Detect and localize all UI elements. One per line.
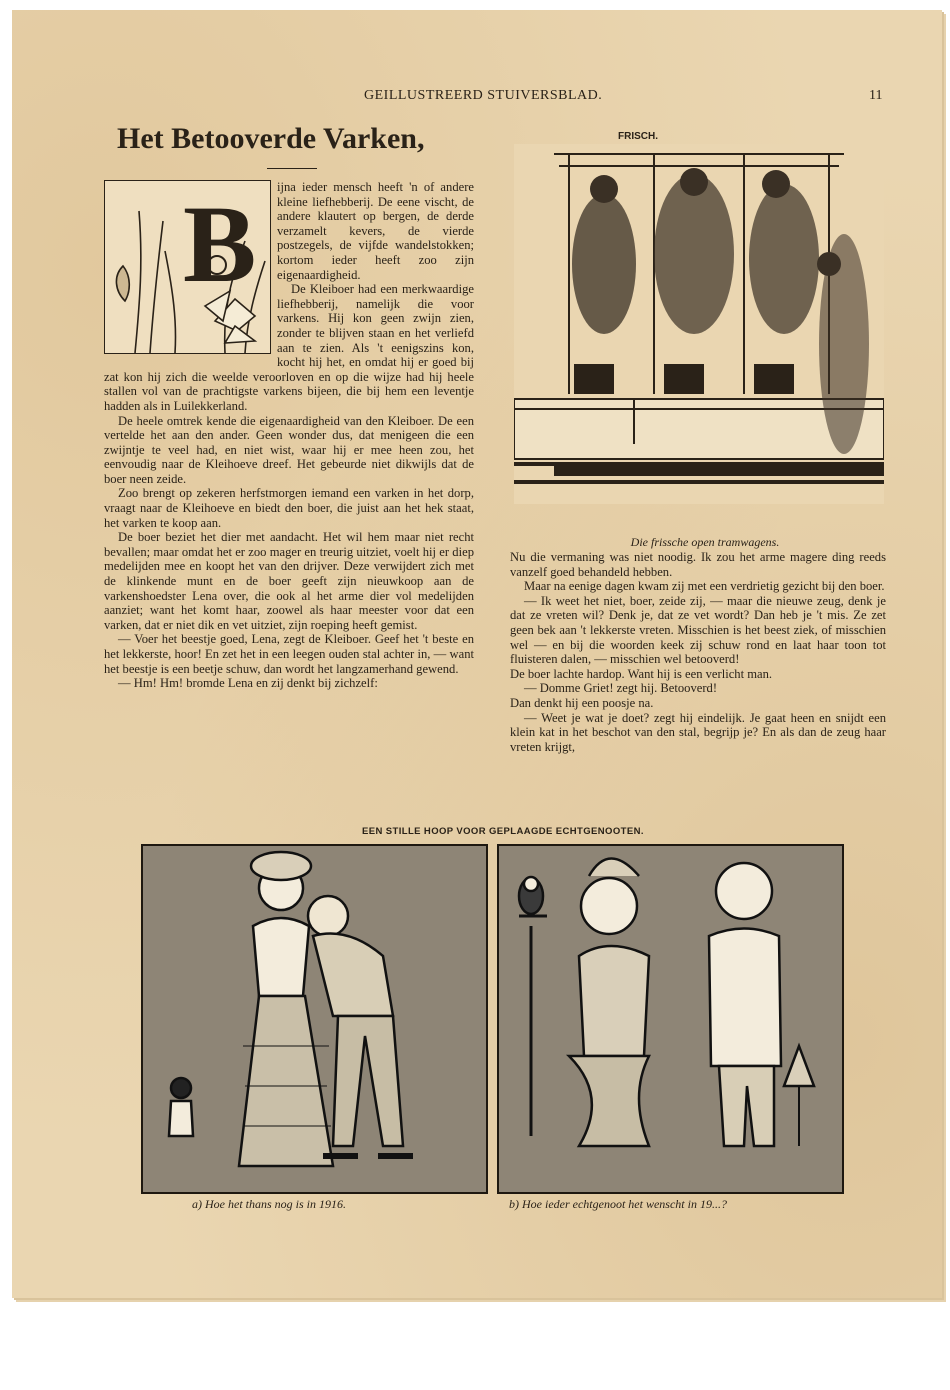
paragraph-7: — Hm! Hm! bromde Lena en zij denkt bij zichzelf:	[118, 676, 378, 691]
paragraph-8: Nu die vermaning was niet noodig. Ik zou het arme magere ding reeds vanzelf goed behandeld hebben.	[510, 550, 886, 579]
paragraph-10: — Ik weet het niet, boer, zeide zij, — maar die nieuwe zeug, denk je dat ze vreten wil? Denk je, dat ze vet wordt? Dan heb je 't mis. Ze zet geen bek aan 't lekkerste vreten. Misschien is het beest ziek, of misschien wel — en bij die woorden keek zij schuw rond en laat haar toon tot fluisteren dalen, — misschien wel betooverd!	[510, 593, 886, 667]
newspaper-page	[12, 10, 942, 1298]
tram-illustration	[514, 144, 884, 504]
cartoon-b-caption: b) Hoe ieder echtgenoot het wenscht in 19...?	[509, 1197, 727, 1211]
article-title: Het Betooverde Varken,	[117, 122, 425, 155]
paragraph-5: De boer beziet het dier met aandacht. Het wil hem maar niet recht bevallen; maar omdat het er zoo mager en treurig uitziet, voelt hij er diep medelijden mee en koopt het van den drijver. Deze verwijdert zich met de klinkende munt en de boer geeft zijn nieuwkoop aan de varkenshoedster Lena over, die ook al het arme dier vol medelijden aanziet; want het komt haar, zoowel als haar meester voor dat een varken, dat er niet dik en vet uitziet, zijn roeping heeft gemist.	[104, 530, 474, 632]
article-left-column	[104, 180, 474, 691]
cartoon-b-illustration	[497, 844, 844, 1194]
paragraph-12: — Domme Griet! zegt hij. Betooverd!	[524, 681, 718, 696]
cartoon-heading: EEN STILLE HOOP VOOR GEPLAAGDE ECHTGENOOTEN.	[362, 826, 644, 837]
tram-caption: Die frissche open tramwagens.	[630, 535, 780, 549]
cartoon-a-illustration	[141, 844, 488, 1194]
paragraph-3: De heele omtrek kende die eigenaardigheid van den Kleiboer. De een vertelde het aan den ander. Geen wonder dus, dat menigeen die een zwijntje te veel had, en niet wist, waar hij er mee heen zou, het eenvoudig naar de Kleihoeve dreef. Het gebeurde niet dikwijls dat de boer neen zeide.	[104, 413, 474, 486]
article-right-column	[510, 550, 886, 754]
page-number: 11	[869, 88, 883, 103]
paragraph-11: De boer lachte hardop. Want hij is een verlicht man.	[510, 666, 773, 681]
running-title: GEILLUSTREERD STUIVERSBLAD.	[364, 88, 603, 103]
title-divider	[267, 168, 317, 169]
paragraph-2: De Kleiboer had een merkwaardige liefhebberij, namelijk die voor varkens. Hij kon geen zwijn zien, zonder te blijven staan en het verliefd aan te zien. Als 't eenigszins kon, kocht hij het, en omdat hij er goed bij zat kon hij zich die weelde veroorloven en op die wijze had hij heele stallen vol van de prachtigste varkens bijeen, die bij hem een leventje hadden als in Luilekkerland.	[104, 282, 474, 413]
paragraph-14: — Weet je wat je doet? zegt hij eindelijk. Je gaat heen en snijdt een klein kat in het beschot van den stal, begrijp je? En als dan de zeug haar vreten krijgt,	[510, 710, 886, 754]
paragraph-9: Maar na eenige dagen kwam zij met een verdrietig gezicht bij den boer.	[524, 579, 885, 594]
paragraph-13: Dan denkt hij een poosje na.	[510, 695, 654, 710]
drop-cap-b-illustration	[104, 180, 271, 354]
paragraph-6: — Voer het beestje goed, Lena, zegt de Kleiboer. Geef het 't beste en het lekkerste, hoor! En zet het in een leegen ouden stal achter in, — want het beestje is een beetje schuw, dan wordt het langzamerhand gewend.	[104, 632, 474, 676]
page-header	[12, 88, 942, 108]
paragraph-4: Zoo brengt op zekeren herfstmorgen iemand een varken in het dorp, vraagt naar de Kleihoeve en biedt den boer, die juist aan het hek staat, het varken te koop aan.	[104, 486, 474, 530]
tram-figure-label: FRISCH.	[618, 131, 658, 142]
paragraph-1: ijna ieder mensch heeft 'n of andere kleine liefhebberij. De eene vischt, de andere klautert op bergen, de derde verzamelt kevers, de vierde postzegels, de vijfde wandelstokken; kortom ieder heeft zoo zijn eigenaardigheid.	[277, 180, 474, 282]
cartoon-a-caption: a) Hoe het thans nog is in 1916.	[192, 1197, 346, 1211]
svg-text:B: B	[183, 183, 257, 305]
